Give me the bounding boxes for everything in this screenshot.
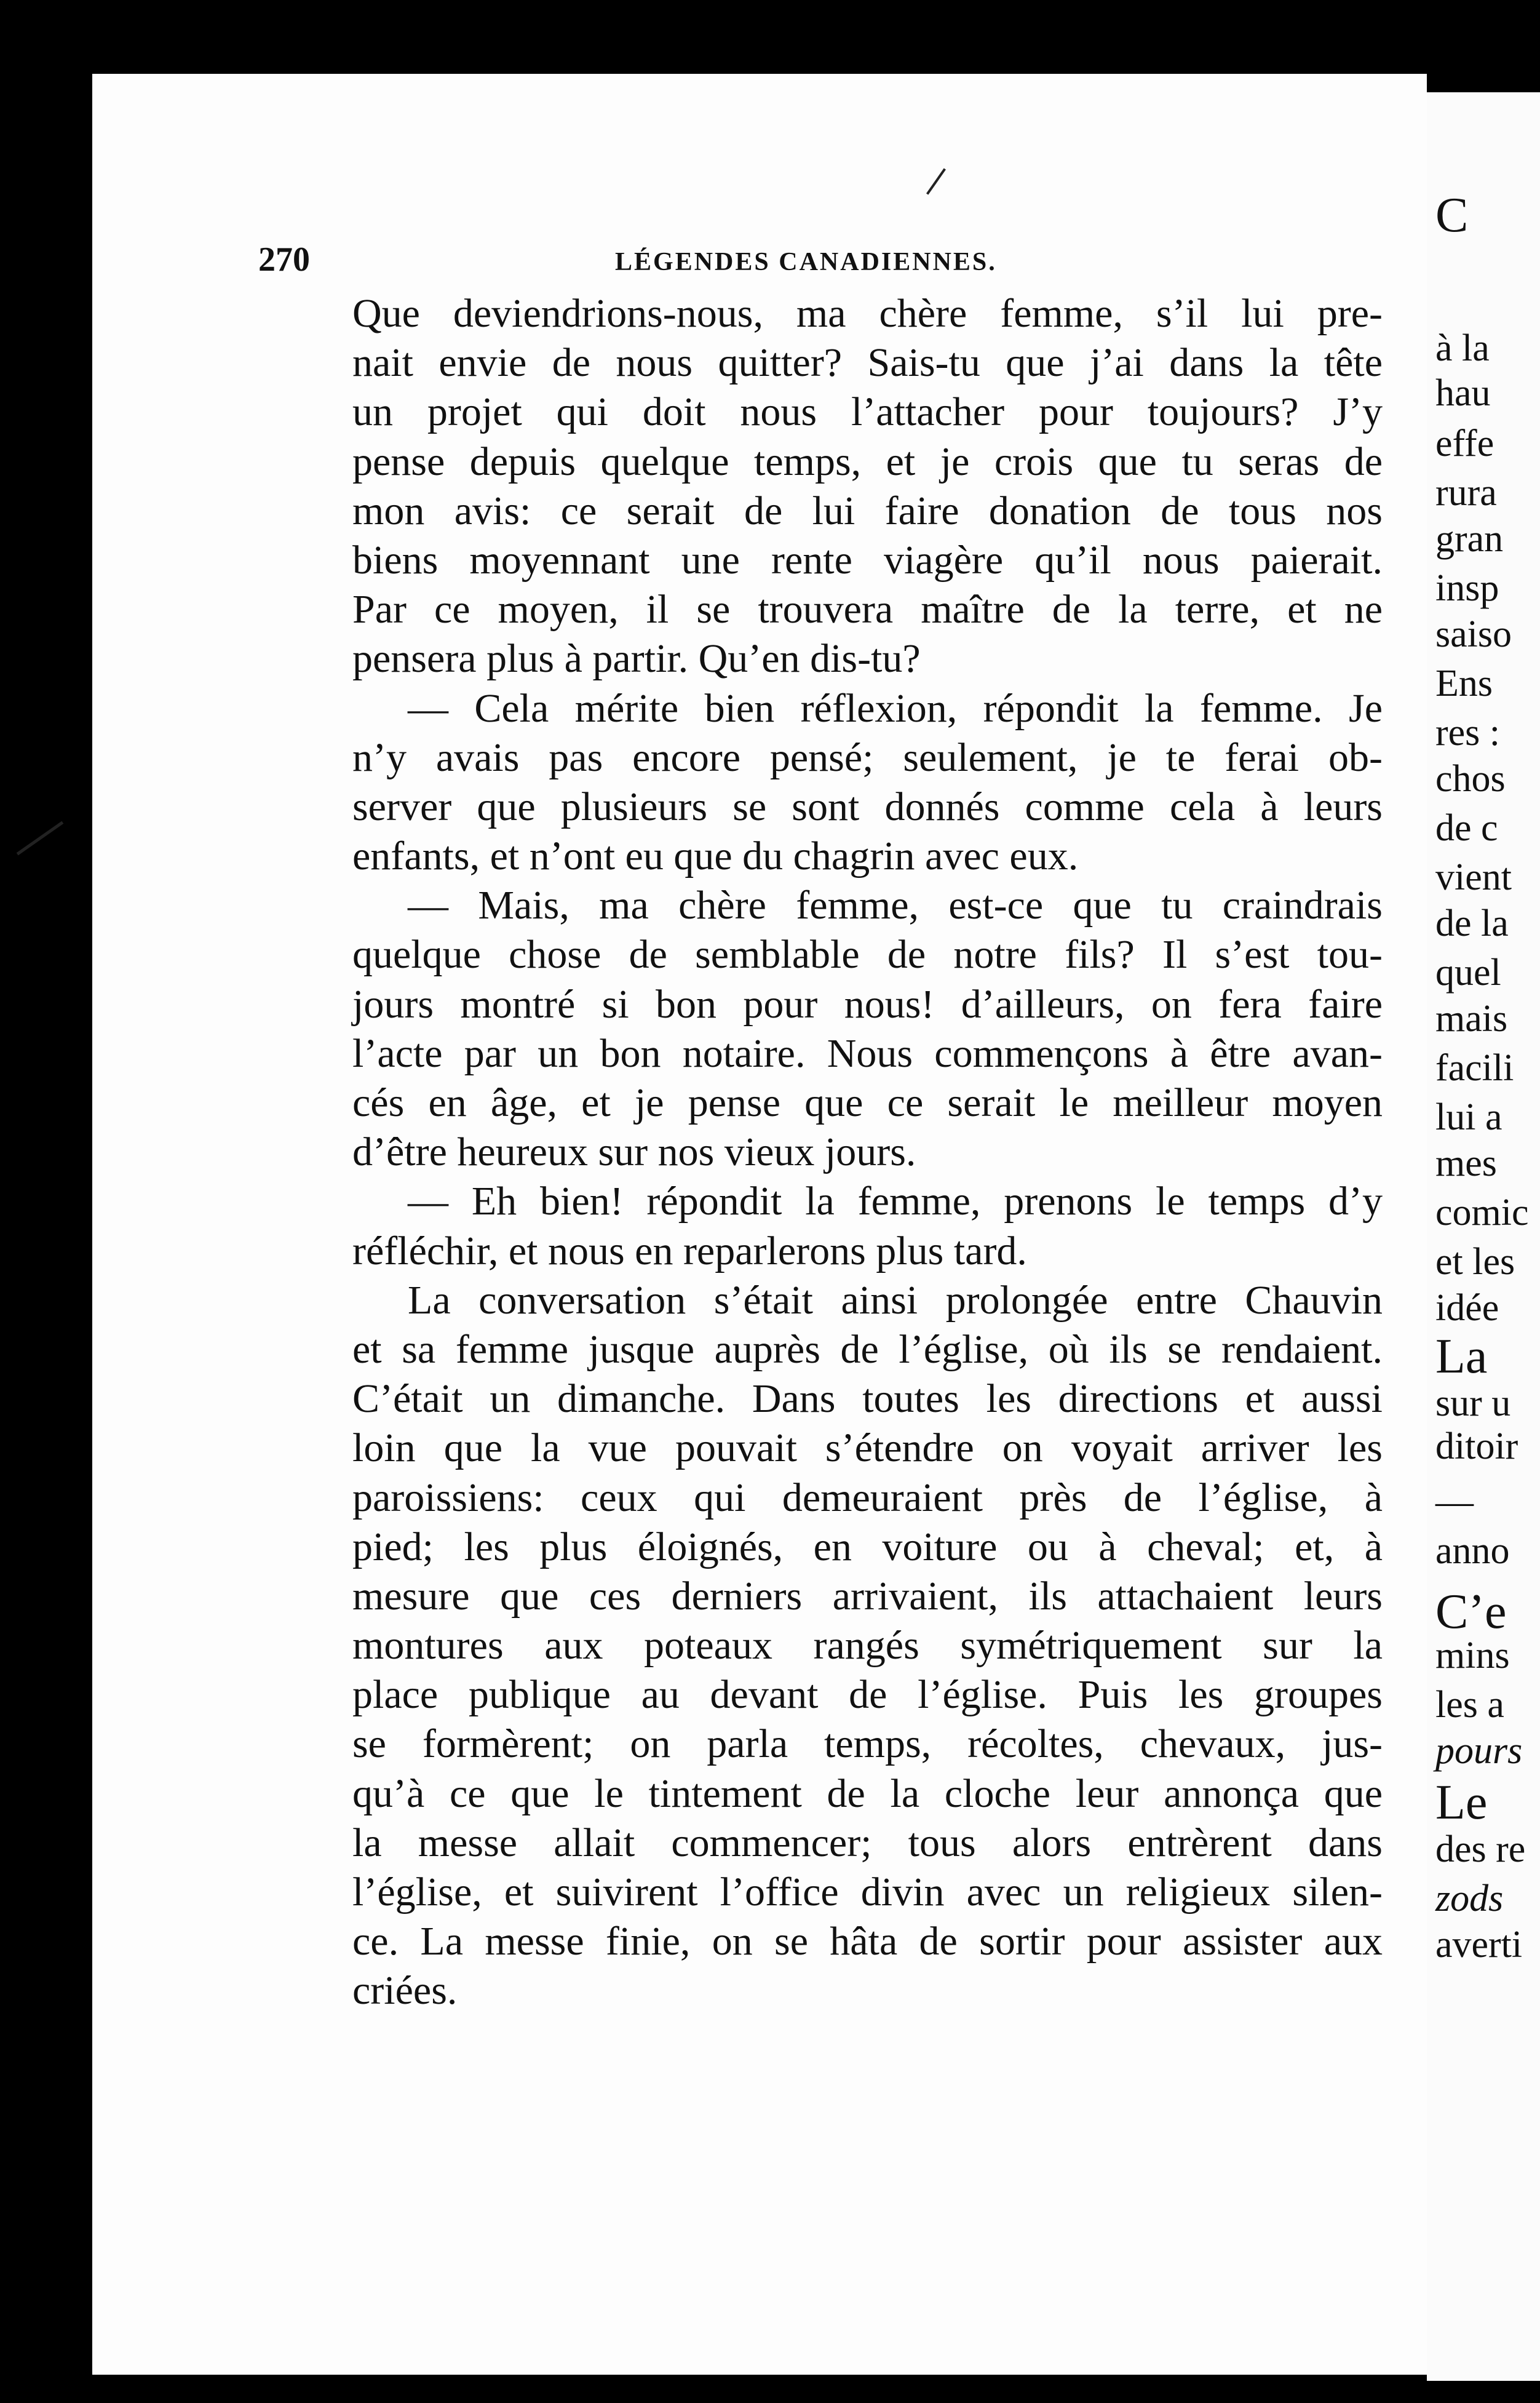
text-line: place publique au devant de l’église. Puis les groupes (352, 1672, 1383, 1718)
text-line: server que plusieurs se sont donnés comme cela à leurs (352, 784, 1383, 829)
running-head: LÉGENDES CANADIENNES. (615, 248, 997, 276)
text-line: la messe allait commencer; tous alors entrèrent dans (352, 1820, 1383, 1865)
text-line: cés en âge, et je pense que ce serait le meilleur moyen (352, 1080, 1383, 1125)
next-page-fragment: des re (1435, 1828, 1526, 1870)
next-page-fragment: C (1435, 188, 1469, 242)
next-page-fragment: quel (1435, 952, 1501, 994)
text-line: biens moyennant une rente viagère qu’il nous paierait. (352, 537, 1383, 583)
text-line: n’y avais pas encore pensé; seulement, je te ferai ob- (352, 735, 1383, 780)
next-page-fragment: rura (1435, 472, 1497, 514)
next-page-fragment: C’e (1435, 1585, 1507, 1639)
next-page-fragment: mes (1435, 1142, 1497, 1184)
next-page-fragment: anno (1435, 1530, 1510, 1572)
next-page-fragment: de la (1435, 903, 1509, 944)
next-page-fragment: sur u (1435, 1382, 1511, 1424)
next-page-fragment: zods (1435, 1878, 1504, 1919)
adjacent-page-strip (1427, 92, 1540, 2381)
page-header (258, 240, 1095, 283)
next-page-fragment: insp (1435, 567, 1499, 609)
next-page-fragment: mais (1435, 998, 1508, 1040)
text-line: mon avis: ce serait de lui faire donation de tous nos (352, 488, 1383, 533)
text-line: mesure que ces derniers arrivaient, ils attachaient leurs (352, 1573, 1383, 1619)
next-page-fragment: comic (1435, 1192, 1529, 1233)
next-page-fragment: saiso (1435, 613, 1512, 655)
text-line: C’était un dimanche. Dans toutes les directions et aussi (352, 1376, 1383, 1422)
text-line: — Cela mérite bien réflexion, répondit la femme. Je (408, 685, 1383, 731)
text-line: ce. La messe finie, on se hâta de sortir pour assister aux (352, 1919, 1383, 1964)
next-page-fragment: facili (1435, 1047, 1514, 1089)
next-page-fragment: à la (1435, 327, 1490, 369)
next-page-fragment: Le (1435, 1775, 1488, 1830)
next-page-fragment: les a (1435, 1684, 1504, 1726)
next-page-fragment: de c (1435, 807, 1498, 849)
text-line: pensera plus à partir. Qu’en dis-tu? (352, 636, 921, 682)
next-page-fragment: gran (1435, 518, 1504, 560)
next-page-fragment: vient (1435, 856, 1512, 898)
text-line: pense depuis quelque temps, et je crois que tu seras de (352, 439, 1383, 484)
text-line: l’acte par un bon notaire. Nous commençons à être avan- (352, 1030, 1383, 1076)
next-page-fragment: lui a (1435, 1096, 1502, 1138)
text-line: qu’à ce que le tintement de la cloche leur annonça que (352, 1771, 1383, 1816)
next-page-fragment: res : (1435, 712, 1501, 754)
text-line: loin que la vue pouvait s’étendre on voyait arriver les (352, 1425, 1383, 1471)
next-page-fragment: mins (1435, 1635, 1510, 1676)
text-line: montures aux poteaux rangés symétriquement sur la (352, 1623, 1383, 1668)
text-line: paroissiens: ceux qui demeuraient près de l’église, à (352, 1475, 1383, 1520)
next-page-fragment: idée (1435, 1287, 1499, 1329)
text-line: et sa femme jusque auprès de l’église, où ils se rendaient. (352, 1326, 1383, 1372)
text-line: réfléchir, et nous en reparlerons plus tard. (352, 1228, 1027, 1273)
text-line: pied; les plus éloignés, en voiture ou à cheval; et, à (352, 1524, 1383, 1569)
next-page-fragment: Ens (1435, 663, 1493, 704)
text-line: nait envie de nous quitter? Sais-tu que j’ai dans la tête (352, 340, 1383, 386)
next-page-fragment: hau (1435, 372, 1491, 414)
text-line: l’église, et suivirent l’office divin avec un religieux silen- (352, 1870, 1383, 1915)
text-line: quelque chose de semblable de notre fils? Il s’est tou- (352, 932, 1383, 978)
text-line: enfants, et n’ont eu que du chagrin avec eux. (352, 834, 1079, 879)
text-line: — Eh bien! répondit la femme, prenons le temps d’y (408, 1179, 1383, 1224)
page-number: 270 (258, 241, 310, 279)
text-line: se formèrent; on parla temps, récoltes, chevaux, jus- (352, 1721, 1383, 1767)
text-line: Que deviendrions-nous, ma chère femme, s’il lui pre- (352, 291, 1383, 336)
text-line: un projet qui doit nous l’attacher pour toujours? J’y (352, 389, 1383, 435)
text-line: jours montré si bon pour nous! d’ailleurs, on fera faire (352, 981, 1383, 1027)
next-page-fragment: pours (1435, 1730, 1523, 1772)
next-page-fragment: chos (1435, 758, 1506, 800)
next-page-fragment: averti (1435, 1924, 1523, 1966)
body-text (352, 289, 1383, 2016)
next-page-fragment: et les (1435, 1241, 1515, 1283)
next-page-fragment: effe (1435, 423, 1494, 464)
text-line: — Mais, ma chère femme, est-ce que tu craindrais (408, 883, 1383, 928)
next-page-fragment: La (1435, 1329, 1488, 1384)
text-line: criées. (352, 1968, 458, 2014)
next-page-fragment: — (1435, 1481, 1474, 1523)
next-page-fragment: ditoir (1435, 1425, 1518, 1467)
text-line: Par ce moyen, il se trouvera maître de la terre, et ne (352, 587, 1383, 632)
text-line: La conversation s’était ainsi prolongée entre Chauvin (408, 1277, 1383, 1323)
scan-mark (17, 821, 64, 856)
text-line: d’être heureux sur nos vieux jours. (352, 1130, 916, 1175)
